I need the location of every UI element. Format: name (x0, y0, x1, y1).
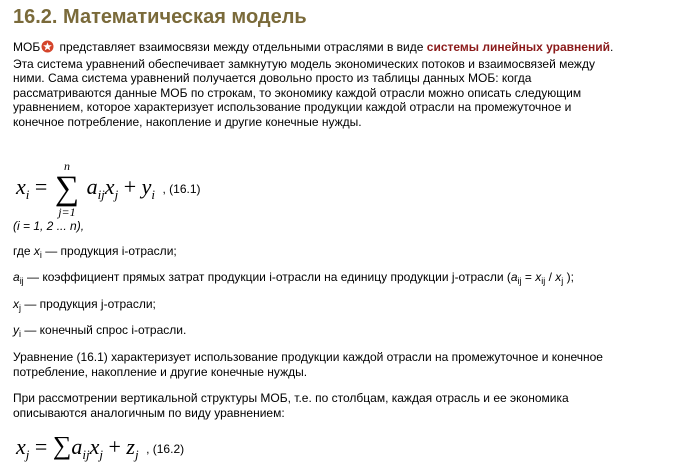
summation-sign: n ∑ j=1 (54, 159, 80, 219)
page-title: 16.2. Математическая модель (13, 6, 307, 28)
mob-abbr: МОБ (13, 40, 41, 54)
definition-y-i: $y_i$ — конечный спрос i-отрасли. (13, 323, 187, 339)
equation-number-16-2: , (16.2) (146, 441, 185, 456)
formula-16-1: $x_i$ = n ∑ j=1 $a_{ij}x_j + y_i$ , (16.1) (16, 159, 201, 219)
definition-a-ij: $a_{ij}$ — коэффициент прямых затрат продукции i-отрасли на единицу продукции j-отрасли ($a_{ij} = x_{ij} / x_j$ ); (13, 270, 574, 286)
intro-line-1: МОБ представляет взаимосвязи между отдельными отраслями в виде системы линейных уравнений. (13, 40, 613, 57)
intro-paragraph (13, 40, 613, 129)
glossary-link-icon[interactable] (41, 40, 54, 57)
definition-x-j: $x_j$ — продукция j-отрасли; (13, 297, 156, 313)
paragraph-vertical-structure: При рассмотрении вертикальной структуры МОБ, т.е. по столбцам, каждая отрасль и ее экономика описываются аналогичным по виду уравнением: (13, 391, 569, 420)
intro-line-5: уравнением, которое характеризует использование продукции каждой отрасли на промежуточное и (13, 100, 572, 114)
index-range: (i = 1, 2 ... n), (13, 219, 85, 233)
intro-line-4: рассматриваются данные МОБ по строкам, то экономику каждой отрасли можно описать следующим (13, 85, 582, 100)
summation-sign-2: ∑ (52, 431, 72, 460)
paragraph-equation-usage: Уравнение (16.1) характеризует использование продукции каждой отрасли на промежуточное и конечное потребление, накопление и другие конечные нужды. (13, 350, 603, 379)
intro-line-6: конечное потребление, накопление и другие конечные нужды. (13, 114, 362, 129)
intro-line-2: Эта система уравнений обеспечивает замкнутую модель экономических потоков и взаимосвязей между (13, 56, 595, 71)
intro-line-3: ними. Сама система уравнений получается довольно просто из таблицы данных МОБ: когда (13, 71, 532, 85)
formula-16-2: $x_j = \sum a_{ij}x_j + z_j$ , (16.2) (16, 431, 185, 462)
linear-equations-term[interactable]: системы линейных уравнений (426, 40, 610, 54)
equation-number-16-1: , (16.1) (162, 182, 201, 196)
definition-x-i: где $x_i$ — продукция i-отрасли; (13, 244, 177, 260)
